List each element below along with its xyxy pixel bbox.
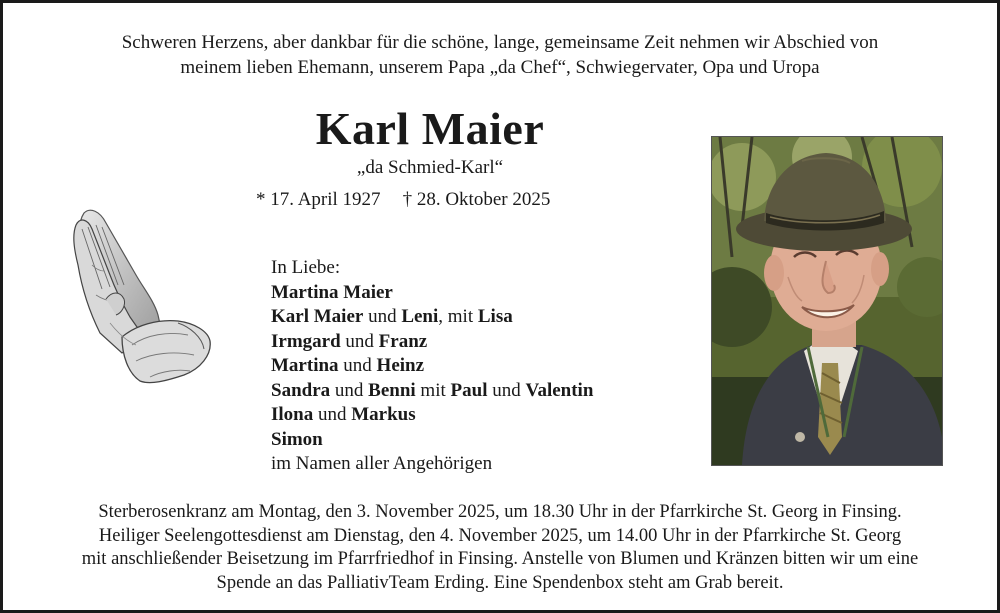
mourner-connector: , mit [438,306,478,327]
intro-line-2: meinem lieben Ehemann, unserem Papa „da Chef“, Schwiegervater, Opa und Uropa [180,57,820,78]
mourner-connector: mit [415,379,451,401]
mourner-row [271,330,593,355]
service-line-4: Spende an das PalliativTeam Erding. Eine Spendenbox steht am Grab bereit. [216,572,784,593]
mourner-name: Markus [351,404,416,425]
life-dates [256,188,550,212]
praying-hands-icon [66,205,216,395]
mourner-row [271,305,593,330]
mourner-connector: und [340,330,379,352]
mourner-name: Heinz [376,355,425,376]
mourner-connector: und [487,379,526,401]
service-line-3: mit anschließender Beisetzung im Pfarrfriedhof in Finsing. Anstelle von Blumen und Kränzen bitten wir um eine [81,549,919,569]
mourners-closing: im Namen aller Angehörigen [271,453,493,474]
mourner-name: Simon [271,428,323,450]
mourner-connector: und [313,404,352,425]
mourner-row [271,281,593,306]
mourner-connector: und [330,379,369,401]
mourner-name: Karl Maier [271,306,364,327]
birth-date: * 17. April 1927 [256,189,381,210]
mourner-row [271,379,593,404]
mourner-name: Paul [450,379,488,401]
deceased-name: Karl Maier [315,103,545,154]
portrait-image [712,137,942,465]
mourner-connector: und [363,306,402,327]
mourner-name: Valentin [525,379,594,401]
mourner-name: Lisa [477,306,513,327]
intro-line-1: Schweren Herzens, aber dankbar für die schöne, lange, gemeinsame Zeit nehmen wir Abschied von [121,32,879,53]
mourner-row [271,354,593,379]
mourner-row [271,403,593,428]
mourner-name: Martina Maier [271,281,393,303]
mourner-rows [271,281,593,453]
deceased-nickname: „da Schmied-Karl“ [356,157,504,178]
mourner-name: Leni [401,306,439,327]
mourner-connector: und [338,355,377,376]
intro-text [40,30,960,80]
mourner-name: Franz [378,330,428,352]
service-line-2: Heiliger Seelengottesdienst am Dienstag, den 4. November 2025, um 14.00 Uhr in der Pfarrkirche St. Georg [98,525,902,546]
mourner-name: Sandra [271,379,331,401]
mourner-name: Benni [368,379,416,401]
mourner-row [271,428,593,453]
service-line-1: Sterberosenkranz am Montag, den 3. November 2025, um 18.30 Uhr in der Pfarrkirche St. Georg in Finsing. [98,502,902,522]
mourner-name: Ilona [271,404,314,425]
mourner-name: Irmgard [271,330,341,352]
death-date: † 28. Oktober 2025 [402,189,551,210]
mourners-heading: In Liebe: [271,257,341,278]
service-info [30,501,970,595]
mourners-list [271,256,593,477]
mourner-name: Martina [271,355,339,376]
portrait-photo [711,136,943,466]
